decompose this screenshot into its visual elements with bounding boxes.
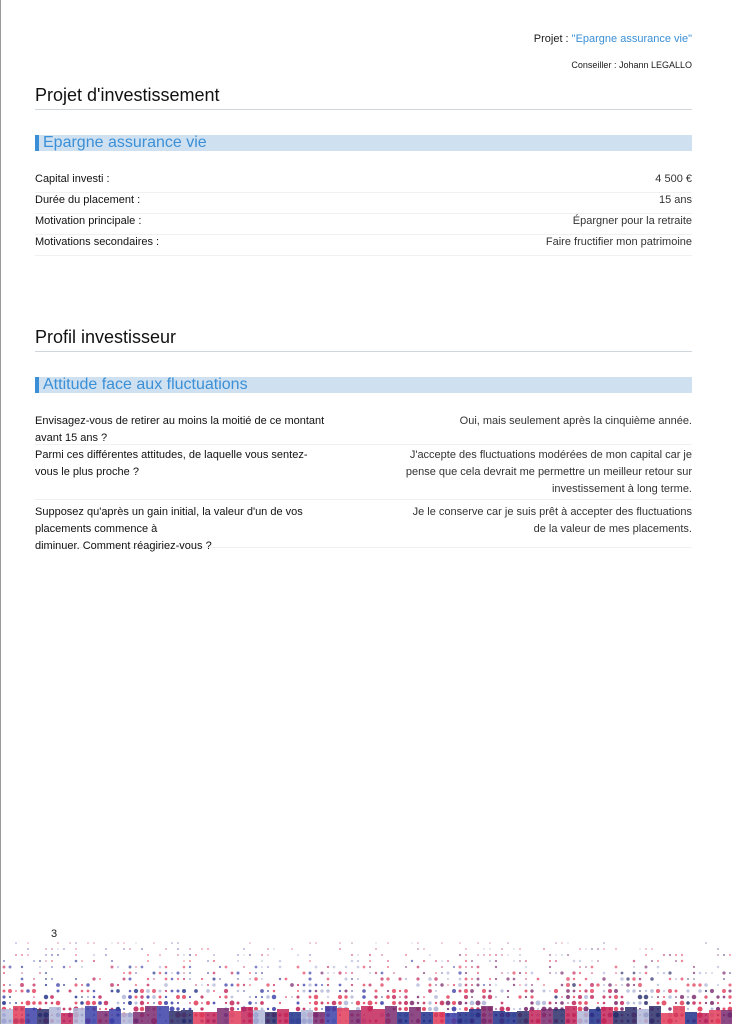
page-number: 3 bbox=[51, 928, 58, 940]
project-label: Projet : bbox=[533, 33, 572, 45]
table-row bbox=[35, 413, 692, 445]
row-value: Épargner pour la retraite bbox=[572, 215, 692, 227]
header-project bbox=[534, 33, 692, 45]
row-value: 15 ans bbox=[658, 194, 692, 206]
row-label: Motivation principale : bbox=[35, 215, 142, 227]
table-row bbox=[35, 214, 692, 235]
subsection-bar-attitude: Attitude face aux fluctuations bbox=[35, 377, 692, 393]
page-edge bbox=[0, 0, 1, 1024]
table-row bbox=[35, 500, 692, 552]
table-row bbox=[35, 172, 692, 193]
profile-table bbox=[35, 413, 692, 552]
table-row bbox=[35, 445, 692, 500]
section-title-profile: Profil investisseur bbox=[35, 326, 692, 352]
table-row bbox=[35, 235, 692, 256]
answer-text: J'accepte des fluctuations modérées de mon capital car je pense que cela devrait me permettre un meilleur retour sur investissement à long terme. bbox=[405, 449, 692, 495]
row-label: Durée du placement : bbox=[35, 194, 141, 206]
subsection-bar-epargne: Epargne assurance vie bbox=[35, 135, 692, 151]
section-title-investment: Projet d'investissement bbox=[35, 84, 692, 110]
footer-pixel-pattern bbox=[1, 940, 732, 1024]
question-text: Parmi ces différentes attitudes, de laquelle vous sentez- vous le plus proche ? bbox=[35, 449, 308, 478]
row-value: Faire fructifier mon patrimoine bbox=[545, 236, 692, 248]
advisor-name: Conseiller : Johann LEGALLO bbox=[571, 60, 692, 70]
table-row bbox=[35, 193, 692, 214]
row-label: Motivations secondaires : bbox=[35, 236, 160, 248]
answer-text: Je le conserve car je suis prêt à accepter des fluctuations de la valeur de mes placements. bbox=[412, 506, 692, 535]
row-label: Capital investi : bbox=[35, 173, 110, 185]
project-name: "Epargne assurance vie" bbox=[571, 33, 692, 45]
investment-table bbox=[35, 172, 692, 256]
row-value: 4 500 € bbox=[655, 173, 692, 185]
question-text: Envisagez-vous de retirer au moins la moitié de ce montant avant 15 ans ? bbox=[35, 415, 325, 444]
question-text: Supposez qu'après un gain initial, la valeur d'un de vos placements commence à diminuer. Comment réagiriez-vous ? bbox=[35, 506, 303, 552]
answer-text: Oui, mais seulement après la cinquième année. bbox=[459, 415, 692, 427]
